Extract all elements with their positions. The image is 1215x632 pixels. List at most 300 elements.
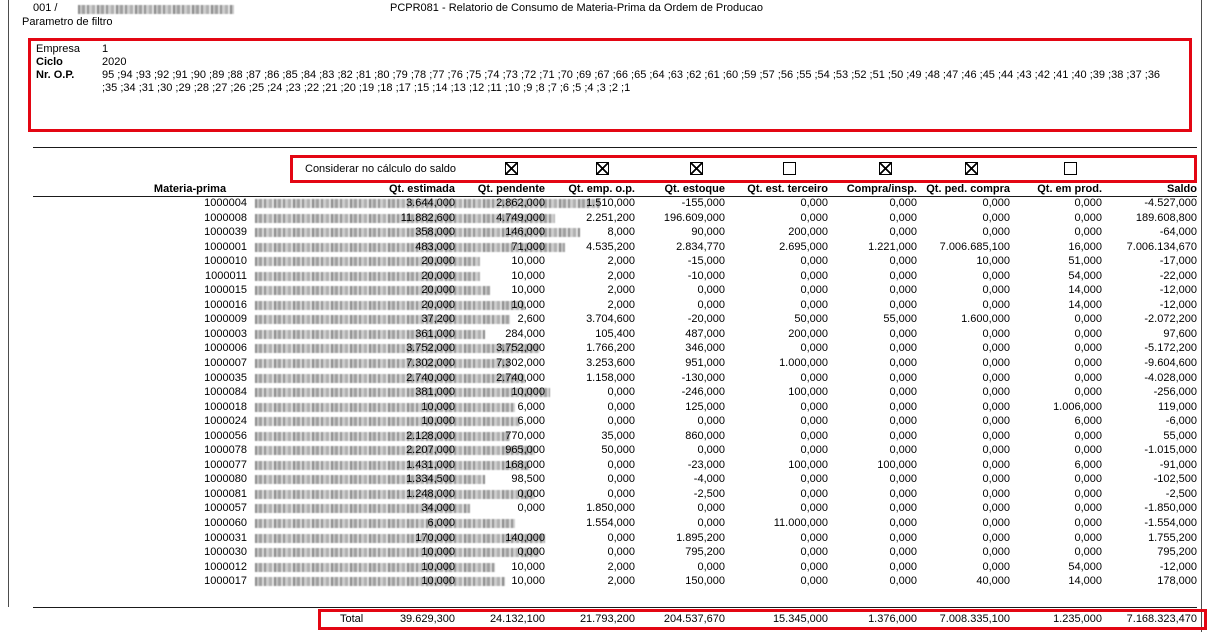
materia-prima-code: 1000084 [204, 386, 247, 399]
report-subtitle: Parametro de filtro [22, 16, 113, 28]
cell-qt-est-terceiro: 0,000 [800, 502, 828, 515]
cell-qt-ped-compra: 0,000 [982, 386, 1010, 399]
cell-qt-emp-o-p: 2,000 [607, 284, 635, 297]
cell-qt-pendente: 10,000 [511, 269, 545, 282]
cell-qt-ped-compra: 0,000 [982, 429, 1010, 442]
materia-prima-code: 1000011 [204, 269, 247, 282]
cell-qt-em-prod: 16,000 [1068, 240, 1102, 253]
cell-qt-estimada: 1.431,000 [406, 458, 455, 471]
cell-qt-em-prod: 54,000 [1068, 269, 1102, 282]
cell-qt-est-terceiro: 11.000,000 [773, 517, 828, 530]
cell-qt-est-terceiro: 0,000 [800, 342, 828, 355]
empresa-value: 1 [102, 43, 109, 55]
filter-params [28, 43, 1188, 95]
saldo-bar [0, 155, 1215, 183]
cell-qt-est-terceiro: 0,000 [800, 473, 828, 486]
cell-qt-ped-compra: 0,000 [982, 546, 1010, 559]
table-row [0, 517, 1215, 532]
op-label: Nr. O.P. [36, 69, 75, 81]
cell-qt-estimada: 6,000 [427, 517, 455, 530]
materia-prima-code: 1000078 [204, 444, 247, 457]
empresa-label: Empresa [36, 43, 81, 55]
separator-line-bottom [33, 607, 1197, 608]
table-row [0, 488, 1215, 503]
cell-qt-est-terceiro: 0,000 [800, 444, 828, 457]
cell-qt-pendente: 284,000 [505, 327, 545, 340]
col-header-qt-em-prod: Qt. em prod. [1037, 183, 1102, 195]
table-row [0, 473, 1215, 488]
cell-compra-insp: 0,000 [889, 357, 917, 370]
cell-qt-est-terceiro: 0,000 [800, 429, 828, 442]
cell-saldo: 1.755,200 [1148, 531, 1197, 544]
cell-qt-ped-compra: 0,000 [982, 400, 1010, 413]
table-row [0, 502, 1215, 517]
table-row [0, 372, 1215, 387]
total-row [0, 613, 1215, 626]
cell-qt-estoque: 951,000 [685, 357, 725, 370]
table-row [0, 284, 1215, 299]
cell-qt-em-prod: 54,000 [1068, 560, 1102, 573]
cell-compra-insp: 0,000 [889, 502, 917, 515]
cell-qt-emp-o-p: 1.766,200 [586, 342, 635, 355]
cell-compra-insp: 0,000 [889, 546, 917, 559]
table-row [0, 546, 1215, 561]
cell-qt-emp-o-p: 2,000 [607, 560, 635, 573]
cell-qt-estoque: 125,000 [685, 400, 725, 413]
materia-prima-description-redacted [255, 417, 520, 426]
materia-prima-code: 1000004 [204, 197, 247, 209]
materia-prima-description-redacted [255, 315, 510, 324]
cell-compra-insp: 0,000 [889, 517, 917, 530]
cell-qt-ped-compra: 0,000 [982, 502, 1010, 515]
cell-compra-insp: 0,000 [889, 269, 917, 282]
materia-prima-description-redacted [255, 560, 495, 573]
cell-saldo: -5.172,200 [1144, 342, 1197, 355]
cell-qt-estoque: 0,000 [697, 415, 725, 428]
cell-saldo: -12,000 [1159, 560, 1197, 573]
cell-saldo: -12,000 [1159, 298, 1197, 311]
cell-qt-emp-o-p: 8,000 [607, 226, 635, 239]
table-row [0, 342, 1215, 357]
cell-qt-estoque: 795,200 [685, 546, 725, 559]
cell-compra-insp: 0,000 [889, 284, 917, 297]
ciclo-value: 2020 [102, 56, 127, 68]
cell-qt-em-prod: 0,000 [1074, 386, 1102, 399]
cell-qt-pendente: 3.752,000 [496, 342, 545, 355]
cell-qt-pendente: 4.749,000 [496, 211, 545, 224]
table-row [0, 241, 1215, 256]
cell-qt-pendente: 2.862,000 [496, 197, 545, 209]
table-row [0, 313, 1215, 328]
cell-qt-pendente: 10,000 [511, 298, 545, 311]
cell-qt-pendente: 2,600 [517, 313, 545, 326]
materia-prima-code: 1000010 [204, 255, 247, 268]
materia-prima-description-redacted [255, 446, 535, 455]
cell-compra-insp: 0,000 [889, 473, 917, 486]
cell-compra-insp: 0,000 [889, 386, 917, 399]
cell-qt-em-prod: 0,000 [1074, 342, 1102, 355]
table-row [0, 226, 1215, 241]
table-row [0, 212, 1215, 227]
cell-qt-estoque: 2.834,770 [676, 240, 725, 253]
cell-saldo: -1.554,000 [1144, 517, 1197, 530]
cell-qt-em-prod: 0,000 [1074, 226, 1102, 239]
total-qt-emp-o-p: 21.793,200 [579, 613, 635, 625]
cell-qt-emp-o-p: 0,000 [607, 458, 635, 471]
cell-qt-est-terceiro: 200,000 [788, 327, 828, 340]
cell-qt-estoque: -15,000 [687, 255, 725, 268]
cell-qt-em-prod: 51,000 [1068, 255, 1102, 268]
cell-qt-est-terceiro: 1.000,000 [779, 357, 828, 370]
cell-qt-estoque: 0,000 [697, 444, 725, 457]
saldo-bar-label: Considerar no cálculo do saldo [305, 163, 457, 175]
cell-qt-em-prod: 0,000 [1074, 473, 1102, 486]
cell-saldo: -64,000 [1159, 226, 1197, 239]
col-header-qt-pendente: Qt. pendente [477, 183, 545, 195]
col-header-qt-emp-o-p: Qt. emp. o.p. [568, 183, 635, 195]
cell-qt-estoque: 346,000 [685, 342, 725, 355]
materia-prima-code: 1000081 [204, 487, 247, 500]
cell-qt-pendente: 146,000 [505, 226, 545, 239]
cell-qt-est-terceiro: 0,000 [800, 415, 828, 428]
materia-prima-code: 1000018 [204, 400, 247, 413]
saldo-checkbox-qt-em-prod[interactable] [1064, 162, 1077, 175]
materia-prima-code: 1000077 [204, 458, 247, 471]
cell-compra-insp: 1.221,000 [868, 240, 917, 253]
total-qt-em-prod: 1.235,000 [1053, 613, 1102, 625]
cell-saldo: -6,000 [1165, 415, 1197, 428]
cell-qt-est-terceiro: 0,000 [800, 400, 828, 413]
col-header-qt-estimada: Qt. estimada [388, 183, 455, 195]
total-qt-est-terceiro: 15.345,000 [772, 613, 828, 625]
table-row [0, 444, 1215, 459]
cell-qt-estoque: 487,000 [685, 327, 725, 340]
cell-qt-emp-o-p: 35,000 [601, 429, 635, 442]
materia-prima-code: 1000006 [204, 342, 247, 355]
cell-qt-estoque: -10,000 [687, 269, 725, 282]
cell-qt-estoque: 860,000 [685, 429, 725, 442]
cell-qt-emp-o-p: 2,000 [607, 575, 635, 588]
materia-prima-code: 1000056 [204, 429, 247, 442]
table-row [0, 561, 1215, 576]
cell-saldo: 97,600 [1163, 327, 1197, 340]
cell-qt-pendente: 0,000 [517, 502, 545, 515]
cell-qt-estimada: 10,000 [421, 415, 455, 428]
total-qt-estoque: 204.537,670 [663, 613, 725, 625]
cell-qt-est-terceiro: 0,000 [800, 197, 828, 209]
cell-qt-estoque: -20,000 [687, 313, 725, 326]
materia-prima-code: 1000024 [204, 415, 247, 428]
table-row [0, 401, 1215, 416]
cell-qt-est-terceiro: 0,000 [800, 284, 828, 297]
cell-compra-insp: 0,000 [889, 429, 917, 442]
col-header-qt-ped-compra: Qt. ped. compra [926, 183, 1010, 195]
cell-saldo: 119,000 [1158, 400, 1197, 413]
cell-qt-emp-o-p: 2,000 [607, 269, 635, 282]
table-row [0, 328, 1215, 343]
cell-qt-est-terceiro: 0,000 [800, 298, 828, 311]
total-qt-estimada: 39.629,300 [399, 613, 455, 625]
cell-qt-ped-compra: 0,000 [982, 226, 1010, 239]
cell-saldo: -2.072,200 [1144, 313, 1197, 326]
saldo-checkbox-compra-insp[interactable] [879, 162, 892, 175]
cell-saldo: -1.015,000 [1144, 444, 1197, 457]
cell-compra-insp: 0,000 [889, 255, 917, 268]
cell-qt-emp-o-p: 0,000 [607, 473, 635, 486]
materia-prima-code: 1000031 [204, 531, 247, 544]
col-header-qt-est-terceiro: Qt. est. terceiro [747, 183, 828, 195]
cell-qt-pendente: 10,000 [511, 575, 545, 588]
cell-qt-estoque: -130,000 [681, 371, 725, 384]
saldo-checkbox-qt-ped-compra[interactable] [965, 162, 978, 175]
materia-prima-code: 1000080 [204, 473, 247, 486]
cell-qt-pendente: 6,000 [517, 415, 545, 428]
cell-compra-insp: 0,000 [889, 400, 917, 413]
cell-compra-insp: 0,000 [889, 226, 917, 239]
cell-qt-estimada: 1.248,000 [406, 487, 455, 500]
materia-prima-code: 1000039 [204, 226, 247, 239]
cell-qt-pendente: 10,000 [511, 284, 545, 297]
cell-compra-insp: 0,000 [889, 342, 917, 355]
table-row [0, 430, 1215, 445]
cell-qt-emp-o-p: 2,000 [607, 298, 635, 311]
materia-prima-description-redacted [255, 298, 525, 311]
cell-qt-emp-o-p: 105,400 [595, 327, 635, 340]
cell-qt-pendente: 965,000 [505, 444, 545, 457]
cell-saldo: -22,000 [1159, 269, 1197, 282]
materia-prima-code: 1000060 [204, 517, 247, 530]
cell-compra-insp: 55,000 [883, 313, 917, 326]
table-row [0, 532, 1215, 547]
cell-saldo: -17,000 [1159, 255, 1197, 268]
report-title: PCPR081 - Relatorio de Consumo de Materia-Prima da Ordem de Producao [390, 2, 763, 14]
cell-saldo: 7.006.134,670 [1126, 240, 1197, 253]
materia-prima-code: 1000030 [204, 546, 247, 559]
materia-prima-code: 1000015 [204, 284, 247, 297]
cell-qt-ped-compra: 0,000 [982, 371, 1010, 384]
total-label: Total [340, 613, 364, 625]
cell-qt-estimada: 170,000 [415, 531, 455, 544]
materia-prima-code: 1000016 [204, 298, 247, 311]
cell-qt-em-prod: 0,000 [1074, 211, 1102, 224]
cell-qt-ped-compra: 0,000 [982, 415, 1010, 428]
cell-qt-ped-compra: 0,000 [982, 211, 1010, 224]
table-row [0, 299, 1215, 314]
cell-qt-estoque: -2,500 [693, 487, 725, 500]
cell-qt-estoque: 0,000 [697, 560, 725, 573]
cell-qt-emp-o-p: 4.535,200 [586, 240, 635, 253]
table-body [0, 197, 1215, 590]
cell-qt-ped-compra: 0,000 [982, 342, 1010, 355]
cell-qt-estimada: 20,000 [421, 269, 455, 282]
cell-qt-ped-compra: 0,000 [982, 444, 1010, 457]
materia-prima-description-redacted [255, 388, 550, 397]
cell-qt-estoque: -155,000 [681, 197, 725, 209]
cell-qt-estimada: 34,000 [421, 502, 455, 515]
cell-qt-ped-compra: 0,000 [982, 458, 1010, 471]
cell-qt-est-terceiro: 0,000 [800, 487, 828, 500]
cell-qt-em-prod: 0,000 [1074, 197, 1102, 209]
materia-prima-description-redacted [255, 519, 515, 528]
cell-saldo: -91,000 [1159, 458, 1197, 471]
cell-qt-est-terceiro: 2.695,000 [779, 240, 828, 253]
cell-qt-estoque: -4,000 [693, 473, 725, 486]
saldo-checkbox-qt-est-terceiro[interactable] [783, 162, 796, 175]
cell-qt-estoque: 1.895,200 [676, 531, 725, 544]
cell-qt-estimada: 10,000 [421, 575, 455, 588]
table-row [0, 575, 1215, 590]
cell-qt-estoque: 0,000 [697, 284, 725, 297]
cell-compra-insp: 100,000 [877, 458, 917, 471]
company-name-redacted [78, 5, 234, 14]
cell-qt-estimada: 3.644,000 [406, 197, 455, 209]
materia-prima-code: 1000008 [204, 211, 247, 224]
cell-qt-pendente: 2.740,000 [496, 371, 545, 384]
cell-qt-em-prod: 0,000 [1074, 327, 1102, 340]
materia-prima-description-redacted [255, 359, 510, 368]
cell-qt-est-terceiro: 0,000 [800, 269, 828, 282]
cell-saldo: 178,000 [1157, 575, 1197, 588]
cell-qt-em-prod: 0,000 [1074, 313, 1102, 326]
cell-qt-estimada: 10,000 [421, 560, 455, 573]
cell-qt-est-terceiro: 100,000 [788, 458, 828, 471]
cell-qt-em-prod: 0,000 [1074, 371, 1102, 384]
materia-prima-code: 1000017 [204, 575, 247, 588]
materia-prima-code: 1000007 [204, 357, 247, 370]
cell-compra-insp: 0,000 [889, 531, 917, 544]
cell-qt-pendente: 168,000 [505, 458, 545, 471]
cell-qt-pendente: 10,000 [511, 386, 545, 399]
cell-qt-estimada: 37,200 [421, 313, 455, 326]
cell-qt-estimada: 381,000 [415, 386, 455, 399]
cell-qt-ped-compra: 0,000 [982, 357, 1010, 370]
cell-qt-estoque: 0,000 [697, 517, 725, 530]
col-header-materia-prima: Materia-prima [153, 183, 227, 195]
cell-compra-insp: 0,000 [889, 487, 917, 500]
table-row [0, 357, 1215, 372]
cell-qt-est-terceiro: 0,000 [800, 255, 828, 268]
cell-qt-em-prod: 0,000 [1074, 487, 1102, 500]
cell-qt-emp-o-p: 2,000 [607, 255, 635, 268]
cell-qt-emp-o-p: 0,000 [607, 415, 635, 428]
cell-qt-estimada: 1.334,500 [406, 473, 455, 486]
cell-qt-emp-o-p: 0,000 [607, 487, 635, 500]
table-row [0, 270, 1215, 285]
cell-qt-emp-o-p: 1.554,000 [586, 517, 635, 530]
cell-qt-estimada: 10,000 [421, 546, 455, 559]
cell-qt-est-terceiro: 0,000 [800, 211, 828, 224]
cell-qt-est-terceiro: 0,000 [800, 371, 828, 384]
table-row [0, 459, 1215, 474]
cell-compra-insp: 0,000 [889, 444, 917, 457]
total-qt-pendente: 24.132,100 [489, 613, 545, 625]
cell-qt-pendente: 140,000 [505, 531, 545, 544]
cell-compra-insp: 0,000 [889, 197, 917, 209]
cell-saldo: -102,500 [1153, 473, 1197, 486]
cell-qt-em-prod: 0,000 [1074, 517, 1102, 530]
cell-qt-est-terceiro: 0,000 [800, 546, 828, 559]
cell-qt-estoque: 0,000 [697, 298, 725, 311]
cell-qt-estoque: 196.609,000 [663, 211, 725, 224]
cell-qt-pendente: 10,000 [511, 560, 545, 573]
column-header-row [0, 183, 1215, 196]
materia-prima-code: 1000057 [204, 502, 247, 515]
materia-prima-code: 1000009 [204, 313, 247, 326]
cell-qt-emp-o-p: 2.251,200 [586, 211, 635, 224]
cell-qt-pendente: 0,000 [517, 546, 545, 559]
cell-compra-insp: 0,000 [889, 371, 917, 384]
materia-prima-description-redacted [255, 577, 505, 586]
cell-qt-estoque: -246,000 [681, 386, 725, 399]
cell-qt-ped-compra: 0,000 [982, 487, 1010, 500]
table-row [0, 415, 1215, 430]
materia-prima-description-redacted [255, 429, 510, 442]
cell-qt-est-terceiro: 100,000 [788, 386, 828, 399]
cell-saldo: -4.028,000 [1144, 371, 1197, 384]
cell-qt-est-terceiro: 0,000 [800, 560, 828, 573]
materia-prima-code: 1000012 [204, 560, 247, 573]
separator-line-top [33, 147, 1197, 148]
cell-qt-estimada: 20,000 [421, 255, 455, 268]
col-header-compra-insp: Compra/insp. [846, 183, 917, 195]
cell-qt-em-prod: 0,000 [1074, 444, 1102, 457]
cell-qt-estimada: 358,000 [415, 226, 455, 239]
cell-qt-emp-o-p: 0,000 [607, 546, 635, 559]
saldo-checkbox-qt-estoque[interactable] [690, 162, 703, 175]
materia-prima-description-redacted [255, 548, 540, 557]
cell-qt-estoque: 150,000 [685, 575, 725, 588]
cell-qt-estoque: 0,000 [697, 502, 725, 515]
cell-compra-insp: 0,000 [889, 415, 917, 428]
cell-qt-pendente: 0,000 [517, 487, 545, 500]
saldo-checkbox-qt-pendente[interactable] [505, 162, 518, 175]
cell-qt-ped-compra: 0,000 [982, 197, 1010, 209]
total-qt-ped-compra: 7.008.335,100 [939, 613, 1010, 625]
cell-saldo: -1.850,000 [1144, 502, 1197, 515]
cell-qt-ped-compra: 40,000 [976, 575, 1010, 588]
cell-saldo: -256,000 [1153, 386, 1197, 399]
table-row [0, 197, 1215, 212]
cell-qt-emp-o-p: 1.510,000 [586, 197, 635, 209]
cell-qt-em-prod: 0,000 [1074, 546, 1102, 559]
cell-saldo: -4.527,000 [1144, 197, 1197, 209]
cell-qt-pendente: 770,000 [505, 429, 545, 442]
cell-qt-estimada: 10,000 [421, 400, 455, 413]
saldo-checkbox-qt-emp-o-p[interactable] [596, 162, 609, 175]
cell-qt-estimada: 7.302,000 [406, 357, 455, 370]
cell-qt-em-prod: 14,000 [1068, 298, 1102, 311]
cell-qt-est-terceiro: 200,000 [788, 226, 828, 239]
cell-qt-estimada: 2.207,000 [406, 444, 455, 457]
cell-compra-insp: 0,000 [889, 575, 917, 588]
cell-compra-insp: 0,000 [889, 211, 917, 224]
cell-qt-em-prod: 6,000 [1074, 458, 1102, 471]
cell-qt-em-prod: 14,000 [1068, 575, 1102, 588]
materia-prima-code: 1000001 [204, 240, 247, 253]
cell-qt-emp-o-p: 1.850,000 [586, 502, 635, 515]
total-compra-insp: 1.376,000 [868, 613, 917, 625]
op-value: 95 ;94 ;93 ;92 ;91 ;90 ;89 ;88 ;87 ;86 ;85 ;84 ;83 ;82 ;81 ;80 ;79 ;78 ;77 ;76 ;75 ;74 ;73 ;72 ;71 ;70 ;69 ;67 ;66 ;65 ;64 ;63 ;62 ;61 ;60 ;59 ;57 ;56 ;55 ;54 ;53 ;52 ;51 ;50 ;49 ;48 ;47 ;46 ;45 ;44 ;43 ;42 ;41 ;40 ;39 ;38 ;37 ;36 ;35 ;34 ;31 ;30 ;29 ;28 ;27 ;26 ;25 ;24 ;23 ;22 ;21 ;20 ;19 ;18 ;17 ;15 ;14 ;13 ;12 ;11 ;10 ;9 ;8 ;7 ;6 ;5 ;4 ;3 ;2 ;1 [102, 69, 1161, 94]
cell-qt-estimada: 3.752,000 [406, 342, 455, 355]
cell-qt-estimada: 20,000 [421, 284, 455, 297]
cell-qt-estimada: 361,000 [415, 327, 455, 340]
cell-qt-emp-o-p: 3.704,600 [586, 313, 635, 326]
cell-compra-insp: 0,000 [889, 298, 917, 311]
cell-saldo: -9.604,600 [1144, 357, 1197, 370]
cell-saldo: -2,500 [1165, 487, 1197, 500]
cell-qt-pendente: 7.302,000 [496, 357, 545, 370]
cell-qt-pendente: 6,000 [517, 400, 545, 413]
